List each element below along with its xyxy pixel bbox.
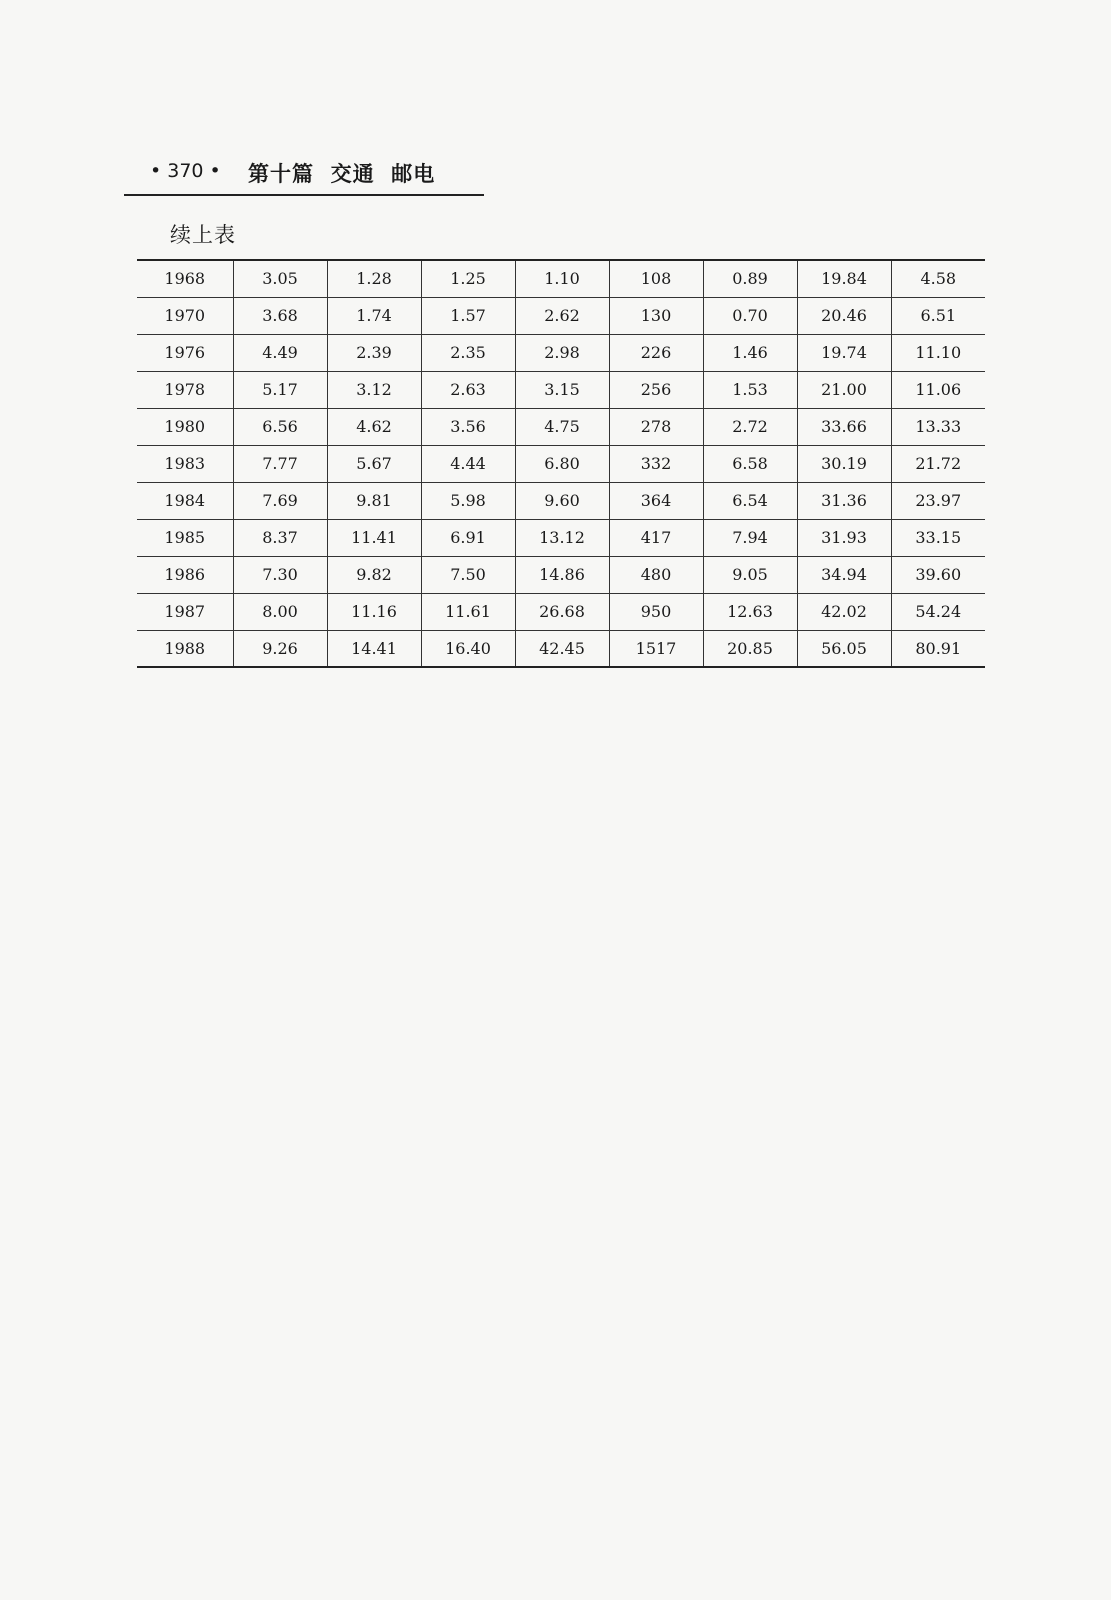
year-cell: 1987 [137, 593, 233, 630]
value-cell: 1.10 [515, 260, 609, 297]
value-cell: 9.26 [233, 630, 327, 667]
value-cell: 108 [609, 260, 703, 297]
value-cell: 21.72 [891, 445, 985, 482]
value-cell: 6.91 [421, 519, 515, 556]
value-cell: 5.67 [327, 445, 421, 482]
table-row [137, 519, 985, 556]
value-cell: 4.44 [421, 445, 515, 482]
value-cell: 1517 [609, 630, 703, 667]
value-cell: 256 [609, 371, 703, 408]
value-cell: 6.56 [233, 408, 327, 445]
table-row [137, 445, 985, 482]
value-cell: 7.30 [233, 556, 327, 593]
year-cell: 1980 [137, 408, 233, 445]
value-cell: 21.00 [797, 371, 891, 408]
value-cell: 42.02 [797, 593, 891, 630]
value-cell: 2.35 [421, 334, 515, 371]
value-cell: 3.12 [327, 371, 421, 408]
value-cell: 13.12 [515, 519, 609, 556]
value-cell: 11.06 [891, 371, 985, 408]
value-cell: 950 [609, 593, 703, 630]
value-cell: 23.97 [891, 482, 985, 519]
value-cell: 33.66 [797, 408, 891, 445]
value-cell: 30.19 [797, 445, 891, 482]
value-cell: 9.05 [703, 556, 797, 593]
value-cell: 11.10 [891, 334, 985, 371]
value-cell: 2.62 [515, 297, 609, 334]
value-cell: 3.15 [515, 371, 609, 408]
running-head [124, 158, 484, 196]
value-cell: 11.41 [327, 519, 421, 556]
value-cell: 130 [609, 297, 703, 334]
value-cell: 2.98 [515, 334, 609, 371]
value-cell: 7.94 [703, 519, 797, 556]
value-cell: 26.68 [515, 593, 609, 630]
page-number: • 370 • [150, 160, 221, 182]
value-cell: 12.63 [703, 593, 797, 630]
value-cell: 9.81 [327, 482, 421, 519]
value-cell: 8.00 [233, 593, 327, 630]
statistics-table [137, 259, 985, 668]
value-cell: 20.46 [797, 297, 891, 334]
value-cell: 4.58 [891, 260, 985, 297]
continued-table-label: 续上表 [170, 223, 236, 247]
value-cell: 4.49 [233, 334, 327, 371]
value-cell: 1.28 [327, 260, 421, 297]
value-cell: 8.37 [233, 519, 327, 556]
table-row [137, 408, 985, 445]
value-cell: 56.05 [797, 630, 891, 667]
value-cell: 19.84 [797, 260, 891, 297]
value-cell: 6.54 [703, 482, 797, 519]
value-cell: 7.69 [233, 482, 327, 519]
value-cell: 3.05 [233, 260, 327, 297]
value-cell: 39.60 [891, 556, 985, 593]
table-row [137, 556, 985, 593]
value-cell: 11.61 [421, 593, 515, 630]
value-cell: 5.17 [233, 371, 327, 408]
table-row [137, 260, 985, 297]
value-cell: 1.74 [327, 297, 421, 334]
year-cell: 1988 [137, 630, 233, 667]
table-body [137, 260, 985, 667]
section-title: 第十篇 交通 邮电 [248, 162, 436, 186]
value-cell: 364 [609, 482, 703, 519]
value-cell: 14.86 [515, 556, 609, 593]
value-cell: 3.56 [421, 408, 515, 445]
value-cell: 1.46 [703, 334, 797, 371]
value-cell: 6.51 [891, 297, 985, 334]
table-row [137, 371, 985, 408]
value-cell: 9.60 [515, 482, 609, 519]
year-cell: 1983 [137, 445, 233, 482]
value-cell: 1.25 [421, 260, 515, 297]
value-cell: 4.62 [327, 408, 421, 445]
value-cell: 13.33 [891, 408, 985, 445]
value-cell: 2.63 [421, 371, 515, 408]
value-cell: 2.72 [703, 408, 797, 445]
value-cell: 7.50 [421, 556, 515, 593]
value-cell: 1.57 [421, 297, 515, 334]
year-cell: 1978 [137, 371, 233, 408]
value-cell: 33.15 [891, 519, 985, 556]
value-cell: 480 [609, 556, 703, 593]
value-cell: 6.80 [515, 445, 609, 482]
table-row [137, 593, 985, 630]
year-cell: 1968 [137, 260, 233, 297]
value-cell: 417 [609, 519, 703, 556]
year-cell: 1985 [137, 519, 233, 556]
value-cell: 6.58 [703, 445, 797, 482]
value-cell: 7.77 [233, 445, 327, 482]
value-cell: 11.16 [327, 593, 421, 630]
table-row [137, 630, 985, 667]
value-cell: 80.91 [891, 630, 985, 667]
value-cell: 1.53 [703, 371, 797, 408]
value-cell: 5.98 [421, 482, 515, 519]
year-cell: 1970 [137, 297, 233, 334]
value-cell: 31.36 [797, 482, 891, 519]
year-cell: 1976 [137, 334, 233, 371]
value-cell: 332 [609, 445, 703, 482]
value-cell: 9.82 [327, 556, 421, 593]
value-cell: 31.93 [797, 519, 891, 556]
year-cell: 1984 [137, 482, 233, 519]
value-cell: 14.41 [327, 630, 421, 667]
value-cell: 3.68 [233, 297, 327, 334]
value-cell: 54.24 [891, 593, 985, 630]
value-cell: 4.75 [515, 408, 609, 445]
value-cell: 19.74 [797, 334, 891, 371]
value-cell: 226 [609, 334, 703, 371]
value-cell: 278 [609, 408, 703, 445]
value-cell: 0.89 [703, 260, 797, 297]
year-cell: 1986 [137, 556, 233, 593]
value-cell: 20.85 [703, 630, 797, 667]
table-row [137, 297, 985, 334]
table-row [137, 334, 985, 371]
value-cell: 16.40 [421, 630, 515, 667]
value-cell: 42.45 [515, 630, 609, 667]
value-cell: 0.70 [703, 297, 797, 334]
table-row [137, 482, 985, 519]
value-cell: 2.39 [327, 334, 421, 371]
value-cell: 34.94 [797, 556, 891, 593]
